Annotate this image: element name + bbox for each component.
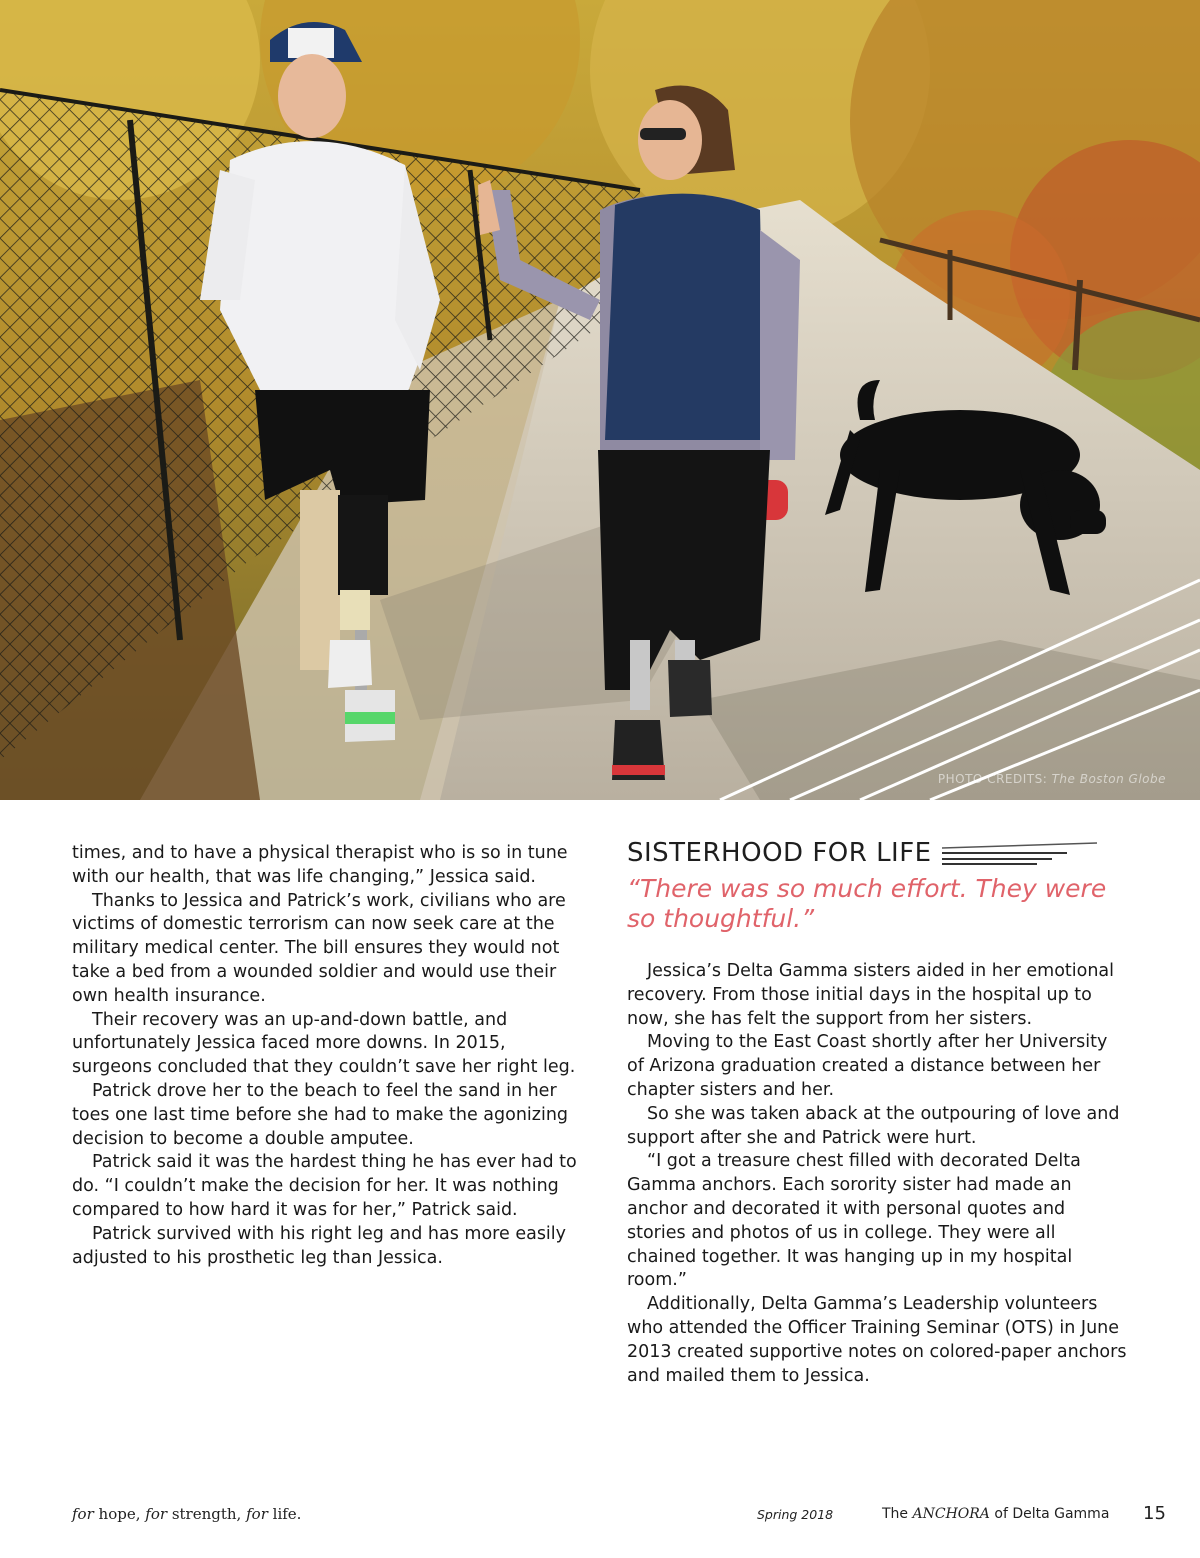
publication-suffix: of Delta Gamma [994,1506,1110,1522]
tagline-for-3: for [246,1505,268,1523]
section-title-rule [942,840,1102,866]
page-footer [0,1505,1200,1545]
left-paragraph-6: Patrick survived with his right leg and has more easily adjusted to his prosthetic leg than Jessica. [72,1223,567,1268]
issue-date: Spring 2018 [757,1507,834,1522]
left-paragraph-5: Patrick said it was the hardest thing he has ever had to do. “I couldn’t make the decision for her. It was nothing compared to how hard it was for her,” Patrick said. [72,1152,577,1220]
photo-credit-label: PHOTO CREDITS: [937,772,1048,786]
right-paragraph-4: “I got a treasure chest filled with decorated Delta Gamma anchors. Each sorority sister had made an anchor and decorated it with personal quotes and stories and photos of us in college. They were all chained together. It was hanging up in my hospital room.” [627,1151,1081,1291]
section-header [627,836,1107,870]
right-paragraph-3: So she was taken aback at the outpouring of love and support after she and Patrick were hurt. [627,1103,1120,1148]
tagline-strength: strength, [171,1505,242,1523]
tagline-life: life. [272,1505,302,1523]
section-title: SISTERHOOD FOR LIFE [627,838,932,868]
left-paragraph-1: times, and to have a physical therapist who is so in tune with our health, that was life changing,” Jessica said. [72,843,568,887]
right-paragraph-5: Additionally, Delta Gamma’s Leadership volunteers who attended the Officer Training Seminar (OTS) in June 2013 created supportive notes on colored-paper anchors and mailed them to Jessica. [627,1294,1127,1386]
publication-name [882,1506,1109,1522]
tagline-for-1: for [72,1505,94,1523]
left-paragraph-3: Their recovery was an up-and-down battle, and unfortunately Jessica faced more downs. In 2015, surgeons concluded that they couldn’t save her right leg. [72,1009,576,1078]
pull-quote: “There was so much effort. They were so thoughtful.” [627,874,1107,933]
left-column [72,842,582,1270]
tagline-hope: hope, [98,1505,141,1523]
photo-credit [938,772,1166,786]
right-paragraph-2: Moving to the East Coast shortly after her University of Arizona graduation created a distance between her chapter sisters and her. [627,1032,1108,1100]
page-number: 15 [1143,1503,1166,1524]
left-paragraph-4: Patrick drove her to the beach to feel the sand in her toes one last time before she had to make the agonizing decision to become a double amputee. [72,1080,569,1149]
photo-credit-source: The Boston Globe [1051,772,1166,786]
left-paragraph-2: Thanks to Jessica and Patrick’s work, civilians who are victims of domestic terrorism can now seek care at the military medical center. The bill ensures they would not take a bed from a wounded soldier and would use their own health insurance. [72,890,566,1006]
right-column [627,960,1127,1388]
publication-magazine: ANCHORA [912,1506,990,1522]
tagline-for-2: for [145,1505,168,1523]
right-paragraph-1: Jessica’s Delta Gamma sisters aided in her emotional recovery. From those initial days in the hospital up to now, she has felt the support from her sisters. [627,961,1115,1029]
footer-tagline [72,1505,301,1523]
publication-prefix: The [882,1506,909,1522]
